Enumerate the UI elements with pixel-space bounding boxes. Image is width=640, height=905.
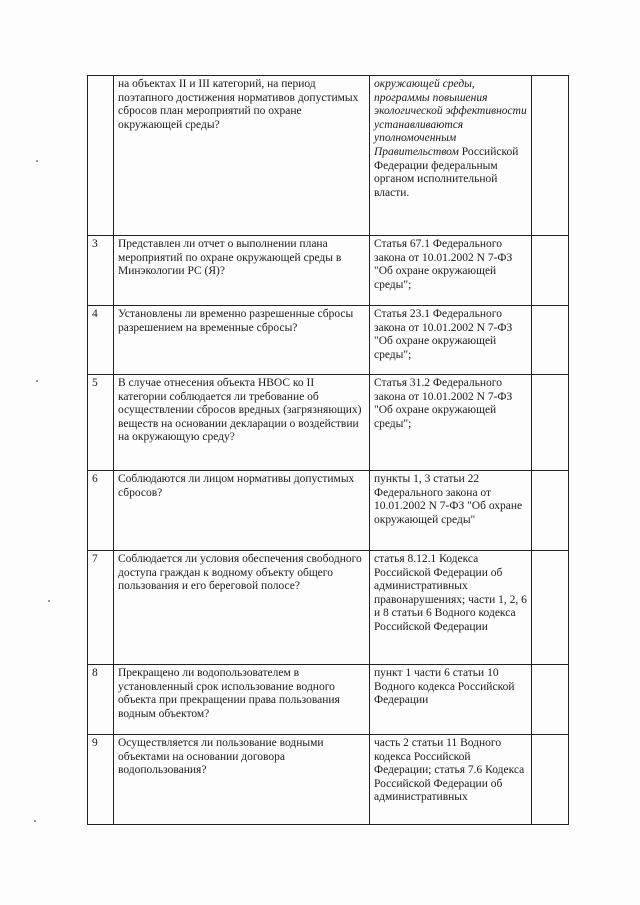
question-cell: Представлен ли отчет о выполнении плана мероприятий по охране окружающей среды в Минэкологии РС (Я)?: [114, 236, 370, 306]
question-cell: Осуществляется ли пользование водными объектами на основании договора водопользования?: [114, 735, 370, 825]
scan-speck: [48, 600, 50, 602]
legal-reference-italic: окружающей среды, программы повышения экологической эффективности устанавливаются уполномоченным Правительством: [374, 78, 527, 158]
checklist-table: [87, 75, 569, 825]
legal-reference-text: Российской Федерации федеральным органом исполнительной власти.: [374, 145, 519, 199]
table-row: [88, 76, 569, 236]
legal-reference-cell: [370, 471, 532, 551]
mark-cell: [532, 735, 569, 825]
table-row: [88, 665, 569, 735]
legal-reference-text: Статья 31.2 Федерального закона от 10.01.2002 N 7-ФЗ "Об охране окружающей среды";: [374, 377, 513, 430]
question-cell: В случае отнесения объекта НВОС ко II категории соблюдается ли требование об осуществлении сбросов вредных (загрязняющих) веществ на основании декларации о воздействии на окружающую среду?: [114, 375, 370, 471]
legal-reference-text: часть 2 статьи 11 Водного кодекса Российской Федерации; статья 7.6 Кодекса Российской Федерации об административных: [374, 737, 525, 804]
scan-speck: [36, 380, 38, 382]
mark-cell: [532, 306, 569, 375]
question-cell: Соблюдается ли условия обеспечения свободного доступа граждан к водному объекту общего пользования и его береговой полосе?: [114, 551, 370, 665]
mark-cell: [532, 471, 569, 551]
legal-reference-cell: [370, 375, 532, 471]
legal-reference-cell: [370, 665, 532, 735]
legal-reference-text: Статья 23.1 Федерального закона от 10.01.2002 N 7-ФЗ "Об охране окружающей среды";: [374, 308, 513, 361]
question-cell: на объектах II и III категорий, на период поэтапного достижения нормативов допустимых сбросов план мероприятий по охране окружающей среды?: [114, 76, 370, 236]
row-number: 7: [88, 551, 114, 665]
question-cell: Установлены ли временно разрешенные сбросы разрешением на временные сбросы?: [114, 306, 370, 375]
table-row: [88, 375, 569, 471]
legal-reference-text: статья 8.12.1 Кодекса Российской Федерации об административных правонарушениях; части 1, 2, 6 и 8 статьи 6 Водного кодекса Российской Федерации: [374, 553, 527, 633]
question-cell: Прекращено ли водопользователем в установленный срок использование водного объекта при прекращении права пользования водным объектом?: [114, 665, 370, 735]
mark-cell: [532, 665, 569, 735]
question-cell: Соблюдаются ли лицом нормативы допустимых сбросов?: [114, 471, 370, 551]
table-row: [88, 306, 569, 375]
row-number: 4: [88, 306, 114, 375]
legal-reference-text: пункт 1 части 6 статьи 10 Водного кодекса Российской Федерации: [374, 667, 515, 707]
legal-reference-text: Статья 67.1 Федерального закона от 10.01.2002 N 7-ФЗ "Об охране окружающей среды";: [374, 238, 513, 291]
row-number: 9: [88, 735, 114, 825]
legal-reference-cell: [370, 236, 532, 306]
mark-cell: [532, 375, 569, 471]
legal-reference-cell: [370, 551, 532, 665]
row-number: [88, 76, 114, 236]
scan-speck: [36, 160, 38, 162]
table-row: [88, 551, 569, 665]
mark-cell: [532, 551, 569, 665]
legal-reference-text: пункты 1, 3 статьи 22 Федерального закона от 10.01.2002 N 7-ФЗ "Об охране окружающей среды": [374, 473, 523, 526]
row-number: 3: [88, 236, 114, 306]
row-number: 5: [88, 375, 114, 471]
legal-reference-cell: [370, 306, 532, 375]
legal-reference-cell: [370, 735, 532, 825]
table-row: [88, 471, 569, 551]
row-number: 6: [88, 471, 114, 551]
mark-cell: [532, 76, 569, 236]
legal-reference-cell: [370, 76, 532, 236]
table-row: [88, 735, 569, 825]
mark-cell: [532, 236, 569, 306]
scan-speck: [34, 820, 36, 822]
table-row: [88, 236, 569, 306]
row-number: 8: [88, 665, 114, 735]
